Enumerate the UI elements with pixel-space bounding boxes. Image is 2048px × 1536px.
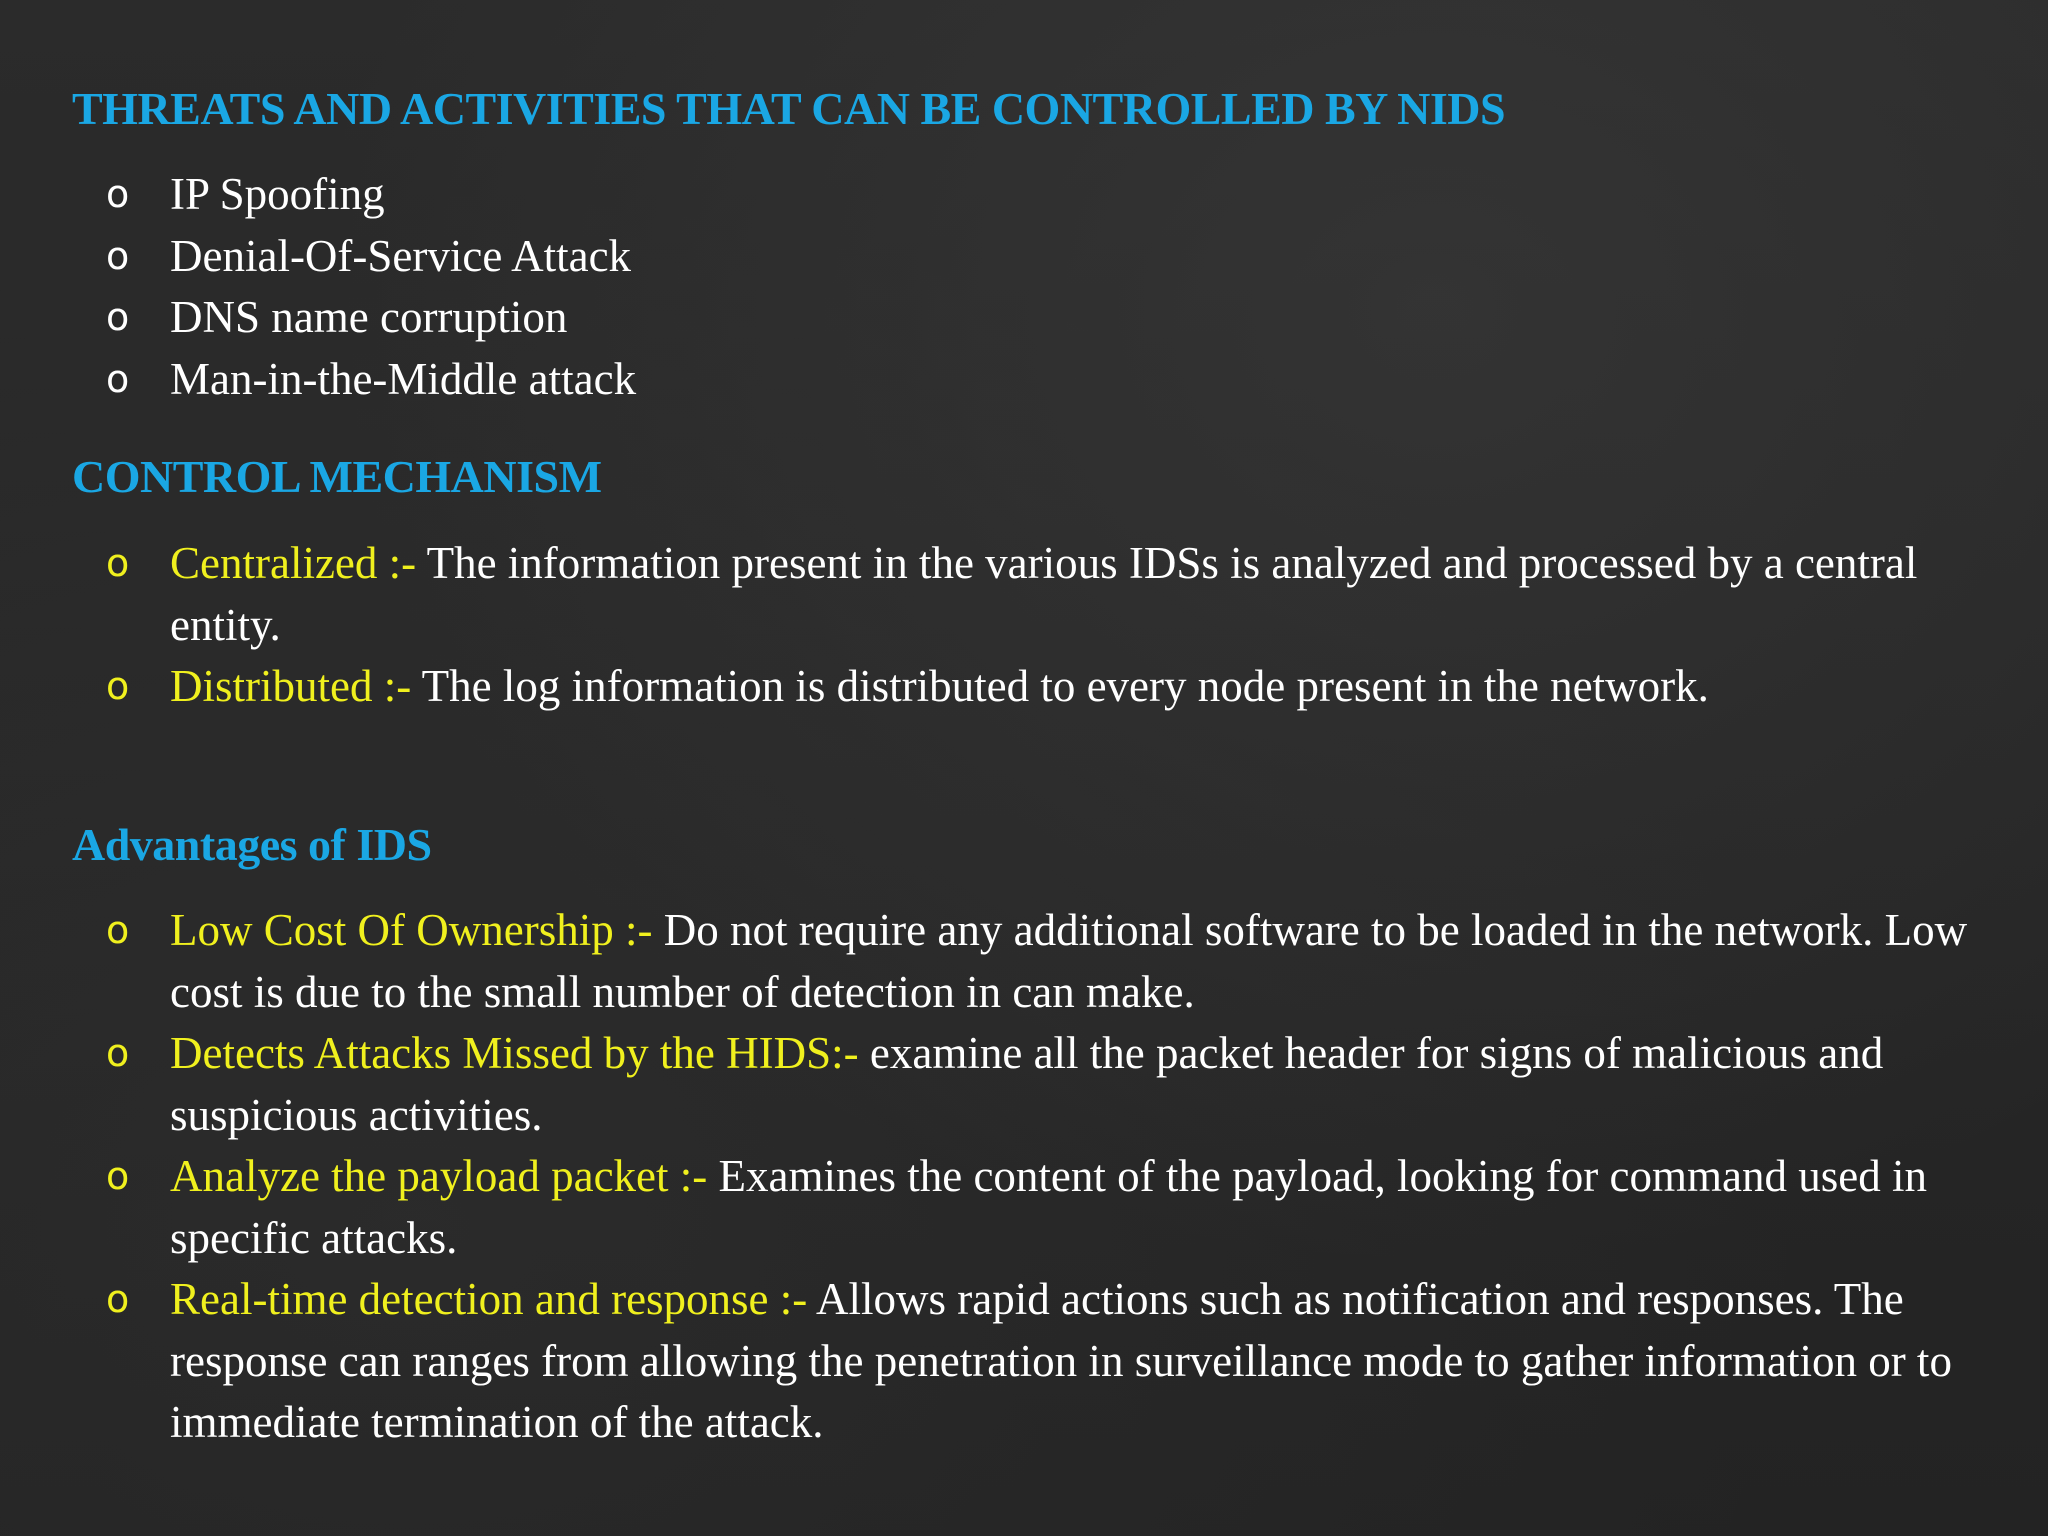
bullet-icon: o bbox=[106, 664, 130, 708]
item-text: Examines the content of the payload, looking for command used in specific attacks. bbox=[170, 1151, 1927, 1263]
item-text: Man-in-the-Middle attack bbox=[170, 353, 637, 404]
bullet-icon: o bbox=[106, 908, 130, 952]
item-text: Allows rapid actions such as notification and responses. The response can ranges from allowing the penetration in surveillance mode to gather information or to immediate termination of the attack. bbox=[170, 1274, 1952, 1447]
bullet-icon: o bbox=[106, 356, 130, 401]
item-text: Do not require any additional software to be loaded in the network. Low cost is due to the small number of detection in can make. bbox=[170, 905, 1968, 1017]
advantages-list bbox=[106, 900, 2020, 1454]
bullet-icon: o bbox=[106, 1154, 130, 1198]
list-item bbox=[106, 1269, 2020, 1454]
list-item bbox=[106, 164, 636, 226]
list-item bbox=[106, 656, 2020, 718]
advantages-heading: Advantages of IDS bbox=[72, 819, 432, 870]
list-item bbox=[106, 349, 636, 411]
item-term: Detects Attacks Missed by the HIDS:- bbox=[170, 1028, 870, 1078]
item-term: Real-time detection and response :- bbox=[170, 1274, 817, 1324]
bullet-icon: o bbox=[106, 541, 130, 585]
threats-list bbox=[106, 164, 636, 410]
item-term: Centralized :- bbox=[170, 538, 427, 588]
item-term: Analyze the payload packet :- bbox=[170, 1151, 719, 1201]
bullet-icon: o bbox=[106, 1277, 130, 1321]
list-item bbox=[106, 226, 636, 288]
item-term: Distributed :- bbox=[170, 661, 422, 711]
bullet-icon: o bbox=[106, 233, 130, 278]
threats-heading: THREATS AND ACTIVITIES THAT CAN BE CONTROLLED BY NIDS bbox=[72, 83, 1506, 134]
bullet-icon: o bbox=[106, 1031, 130, 1075]
item-term: Low Cost Of Ownership :- bbox=[170, 905, 664, 955]
control-mechanism-list bbox=[106, 533, 2020, 718]
item-text: IP Spoofing bbox=[170, 169, 385, 219]
bullet-icon: o bbox=[106, 295, 130, 339]
item-text: DNS name corruption bbox=[170, 292, 568, 342]
control-mechanism-heading: CONTROL MECHANISM bbox=[72, 451, 602, 502]
list-item bbox=[106, 1146, 2020, 1269]
list-item bbox=[106, 1023, 2020, 1146]
item-text: The information present in the various IDSs is analyzed and processed by a central entity. bbox=[170, 538, 1918, 650]
list-item bbox=[106, 900, 2020, 1023]
list-item bbox=[106, 287, 636, 349]
item-text: Denial-Of-Service Attack bbox=[170, 230, 632, 281]
item-text: The log information is distributed to every node present in the network. bbox=[421, 661, 1709, 711]
list-item bbox=[106, 533, 2020, 656]
bullet-icon: o bbox=[106, 172, 130, 216]
item-text: examine all the packet header for signs of malicious and suspicious activities. bbox=[170, 1028, 1884, 1140]
